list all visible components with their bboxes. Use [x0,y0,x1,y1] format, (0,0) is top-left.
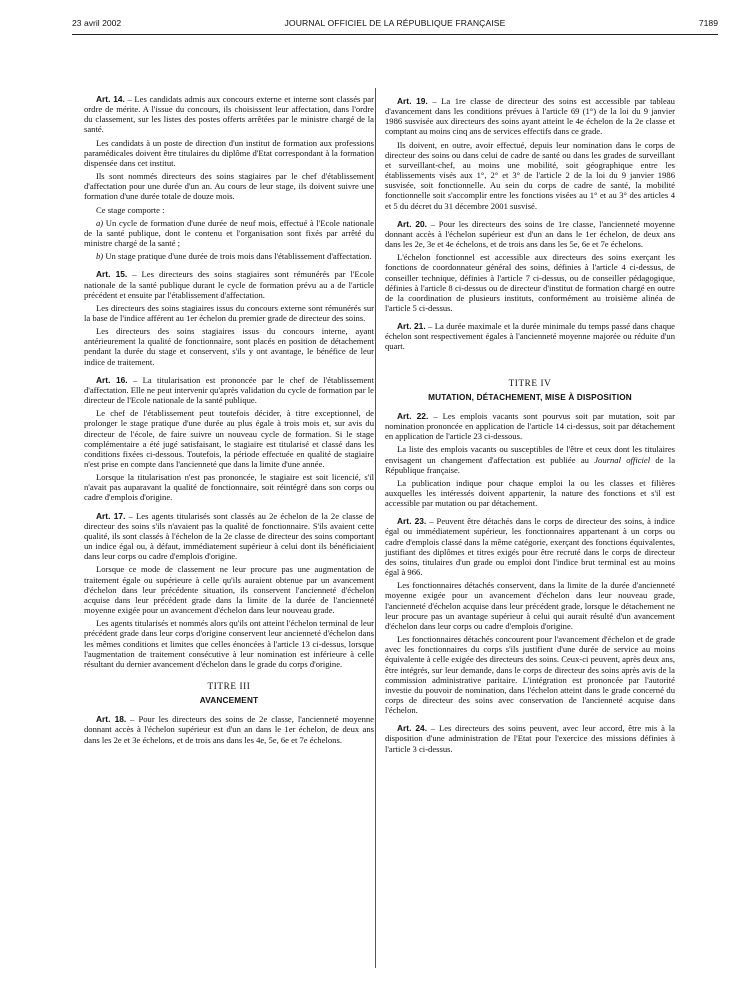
paragraph: Lorsque ce mode de classement ne leur procure pas une augmentation de traitement égale ou supérieure à celle qu'ils auraient obtenue par un avancement d'échelon dans leur précédente situation, ils conservent l'ancienneté d'échelon acquise dans leur précédent grade dans la limite de la durée de l'ancienneté moyenne exigée pour un avancement d'échelon dans leur nouveau grade. [84,564,374,616]
article-16: Art. 16. – La titularisation est prononcée par le chef de l'établissement d'affectation. Elle ne peut intervenir qu'après validation du cycle de formation par le directeur de l'Ecole nationale de la santé publique. [84,374,374,406]
article-24: Art. 24. – Les directeurs des soins peuvent, avec leur accord, être mis à la disposition d'une administration de l'Etat pour l'exercice des missions définies à l'article 3 ci-dessus. [385,723,675,754]
paragraph: Les fonctionnaires détachés concourent pour l'avancement d'échelon et de grade avec les fonctionnaires du corps s'ils justifient d'une durée de service au moins équivalente à celle exigée des directeurs des soins. Ceux-ci peuvent, après deux ans, être intégrés, sur leur demande, dans le corps de directeur des soins après avis de la commission administrative paritaire. L'intégration est prononcée par l'autorité investie du pouvoir de nomination, dans l'échelon atteint dans le grade concerné du corps de directeur des soins avec conservation de l'ancienneté acquise dans l'échelon. [385,634,675,716]
header-page-number: 7189 [698,18,718,28]
header-rule [72,34,718,35]
article-21: Art. 21. – La durée maximale et la durée minimale du temps passé dans chaque échelon sont respectivement égales à l'ancienneté moyenne majorée ou réduite d'un quart. [385,321,675,352]
section-subtitle-avancement: AVANCEMENT [199,696,259,706]
section-title-titre-4: TITRE IV [508,377,552,388]
paragraph: Ils doivent, en outre, avoir effectué, depuis leur nomination dans le corps de directeur des soins ou dans celui de cadre de santé ou dans les grades de surveillant et surveillant-chef, au moins une mobilité, soit géographique entre les établissements visés aux 1°, 2° et 3° de l'article 2 de la loi du 9 janvier 1986 susvisée, soit fonctionnelle. Au sein du corps de cadre de santé, la mobilité fonctionnelle soit s'accomplir entre les fonctions visées au 1° et au 3° des articles 4 et 5 du décret du 31 décembre 2001 susvisé. [385,139,675,211]
column-divider [375,88,376,968]
article-18: Art. 18. – Pour les directeurs des soins de 2e classe, l'ancienneté moyenne donnant accès à l'échelon supérieur est d'un an dans le 1er échelon, de deux ans dans les 2e et 3e échelons, et de trois ans dans les 4e, 5e, 6e et 7e échelons. [84,714,374,745]
article-heading: Art. 24. [397,723,428,734]
article-heading: Art. 19. [397,96,428,106]
header-date: 23 avril 2002 [72,18,122,28]
paragraph: La liste des emplois vacants ou susceptibles de l'être et ceux dont les titulaires envisagent un changement d'affectation est publiée au Journal officiel de la République française. [385,444,676,475]
paragraph: b) Un stage pratique d'une durée de trois mois dans l'établissement d'affectation. [96,251,372,262]
paragraph: Le chef de l'établissement peut toutefois décider, à titre exceptionnel, de prolonger le stage pratique d'une durée au plus égale à trois mois et, sur avis du directeur de l'école, de faire suivre un nouveau cycle de formation. Si le stage complémentaire a été jugé satisfaisant, le stagiaire est titularisé et classé dans les conditions fixées ci-dessous. Toutefois, la période effectuée en qualité de stagiaire n'est prise en compte dans l'ancienneté que dans la limite d'une année. [84,408,374,469]
article-heading: Art. 23. [397,516,427,527]
page-header [72,18,718,32]
article-15: Art. 15. – Les directeurs des soins stagiaires sont rémunérés par l'Ecole nationale de la santé publique durant le cycle de formation prévu au a de l'article précédent et ensuite par l'établissement d'affectation. [84,269,374,300]
paragraph: Ils sont nommés directeurs des soins stagiaires par le chef d'établissement d'affectation pour une durée d'un an. Au cours de leur stage, ils doivent suivre une formation d'une durée totale de douze mois. [84,171,374,202]
paragraph: L'échelon fonctionnel est accessible aux directeurs des soins exerçant les fonctions de coordonnateur général des soins, définies à l'article 4 ci-dessus, de conseiller technique, définies à l'article 7 ci-dessus, ou de conseiller pédagogique, définies à l'article 8 ci-dessus ou de directeur d'institut de formation chargé en outre de la coordination de plusieurs instituts, conformément au troisième alinéa de l'article 5 ci-dessus. [385,252,675,313]
paragraph: a) Un cycle de formation d'une durée de neuf mois, effectué à l'Ecole nationale de la santé publique, dont le contenu et l'organisation sont fixés par arrêté du ministre chargé de la santé ; [84,217,374,249]
article-heading: Art. 16. [96,374,128,385]
article-14: Art. 14. – Les candidats admis aux concours externe et interne sont classés par ordre de mérite. A l'issue du concours, ils choisissent leur affectation, dans l'ordre du classement, sur les listes des postes offerts arrêtées par le ministre chargé de la santé. [84,94,374,135]
article-17: Art. 17. – Les agents titularisés sont classés au 2e échelon de la 2e classe de directeur des soins s'ils n'avaient pas la qualité de fonctionnaire. S'ils avaient cette qualité, ils sont classés à l'échelon de la 2e classe de directeur des soins comportant un indice égal ou, à défaut, immédiatement supérieur à celui dont ils bénéficiaient dans leur corps ou cadre d'emplois d'origine. [84,510,374,562]
paragraph: La publication indique pour chaque emploi la ou les classes et filières auxquelles les intéressés doivent appartenir, la nature des fonctions et s'il est accessible par mutation ou par détachement. [385,477,675,509]
article-heading: Art. 21. [397,321,426,332]
article-heading: Art. 20. [397,218,427,229]
paragraph: Les agents titularisés et nommés alors qu'ils ont atteint l'échelon terminal de leur précédent grade dans leur corps d'origine conservent leur ancienneté d'échelon dans les mêmes conditions et limites que celles énoncées à l'article 13 ci-dessus, lorsque l'augmentation de traitement consécutive à leur nomination est inférieure à celle résultant du dernier avancement d'échelon dans le grade du corps d'origine. [84,618,374,669]
paragraph: Les fonctionnaires détachés conservent, dans la limite de la durée d'ancienneté moyenne exigée pour un avancement d'échelon dans leur nouveau grade, l'ancienneté d'échelon acquise dans leur précédent grade, lorsque le détachement ne leur procure pas un avantage supérieur à celui qui aurait résulté d'un avancement d'échelon dans leur corps ou cadre d'emplois d'origine. [385,580,675,631]
article-20: Art. 20. – Pour les directeurs des soins de 1re classe, l'ancienneté moyenne donnant accès à l'échelon supérieur est d'un an dans le 1er échelon, de deux ans dans les 2e, 3e et 4e échelons, et de trois ans dans les 5e, 6e et 7e échelons. [385,218,675,250]
paragraph: Ce stage comporte : [96,204,165,215]
paragraph: Lorsque la titularisation n'est pas prononcée, le stagiaire est soit licencié, s'il n'avait pas auparavant la qualité de fonctionnaire, soit réintégré dans son corps ou cadre d'emplois d'origine. [84,472,374,503]
article-23: Art. 23. – Peuvent être détachés dans le corps de directeur des soins, à indice égal ou immédiatement supérieur, les fonctionnaires appartenant à un corps ou cadre d'emplois classé dans la même catégorie, exerçant des fonctions équivalentes, justifiant des diplômes et titres exigés pour être recruté dans le corps de directeur des soins, titulaires d'un grade ou emploi dont l'indice brut terminal est au moins égal à 966. [385,516,675,578]
article-heading: Art. 17. [96,510,126,521]
paragraph: Les directeurs des soins stagiaires issus du concours interne, ayant antérieurement la qualité de fonctionnaire, sont placés en position de détachement pendant la durée du stage et conservent, s'ils y ont avantage, le bénéfice de leur indice de traitement. [84,326,374,367]
section-title-titre-3: TITRE III [207,680,251,691]
article-heading: Art. 15. [96,269,128,280]
paragraph: Les candidats à un poste de direction d'un institut de formation aux professions paramédicales doivent être titulaires du diplôme d'Etat correspondant à la formation dispensée dans cet institut. [84,137,374,168]
right-column [385,96,675,754]
article-19: Art. 19. – La 1re classe de directeur des soins est accessible par tableau d'avancement dans les conditions prévues à l'article 69 (1°) de la loi du 9 janvier 1986 susvisée aux directeurs des soins ayant atteint le 4e échelon de la 2e classe et comptant au moins cinq ans de services effectifs dans ce grade. [385,96,675,137]
article-heading: Art. 18. [96,714,127,725]
article-heading: Art. 22. [397,410,429,421]
section-subtitle-mutation: MUTATION, DÉTACHEMENT, MISE À DISPOSITION [428,392,632,402]
left-column [84,94,374,745]
paragraph: Les directeurs des soins stagiaires issus du concours externe sont rémunérés sur la base de l'indice afférent au 1er échelon du premier grade de directeur des soins. [84,302,374,323]
article-22: Art. 22. – Les emplois vacants sont pourvus soit par mutation, soit par nomination prononcée en application de l'article 14 ci-dessus, soit par détachement en application de l'article 23 ci-dessous. [385,410,675,442]
article-heading: Art. 14. [96,94,125,104]
header-journal-title: JOURNAL OFFICIEL DE LA RÉPUBLIQUE FRANÇAISE [284,18,506,28]
